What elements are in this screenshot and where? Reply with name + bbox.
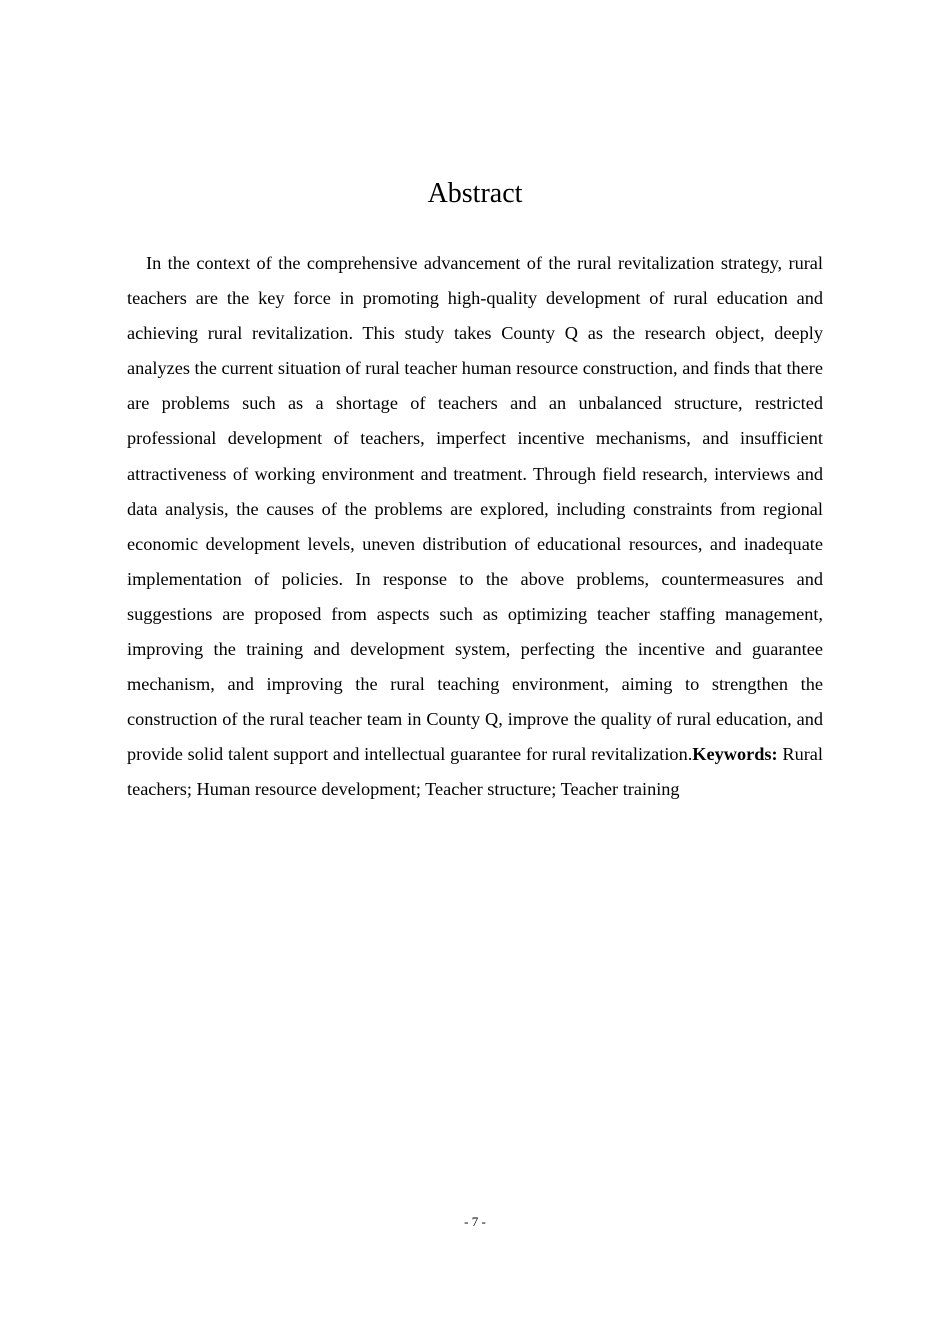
keywords-label: Keywords: — [692, 744, 778, 765]
keywords-text: Rural teachers; Human resource development; Teacher structure; Teacher training — [127, 744, 823, 800]
abstract-text: In the context of the comprehensive advancement of the rural revitalization strategy, rural teachers are the key force in promoting high-quality development of rural education and achieving rural revitalization. This study takes County Q as the research object, deeply analyzes the current situation of rural teacher human resource construction, and finds that there are problems such as a shortage of teachers and an unbalanced structure, restricted professional development of teachers, imperfect incentive mechanisms, and insufficient attractiveness of working environment and treatment. Through field research, interviews and data analysis, the causes of the problems are explored, including constraints from regional economic development levels, uneven distribution of educational resources, and inadequate implementation of policies. In response to the above problems, countermeasures and suggestions are proposed from aspects such as optimizing teacher staffing management, improving the training and development system, perfecting the incentive and guarantee mechanism, and improving the rural teaching environment, aiming to strengthen the construction of the rural teacher team in County Q, improve the quality of rural education, and provide solid talent support and intellectual guarantee for rural revitalization. — [127, 253, 823, 765]
page-number: - 7 - — [464, 1214, 486, 1229]
abstract-title: Abstract — [427, 178, 523, 209]
abstract-paragraph — [127, 246, 823, 808]
